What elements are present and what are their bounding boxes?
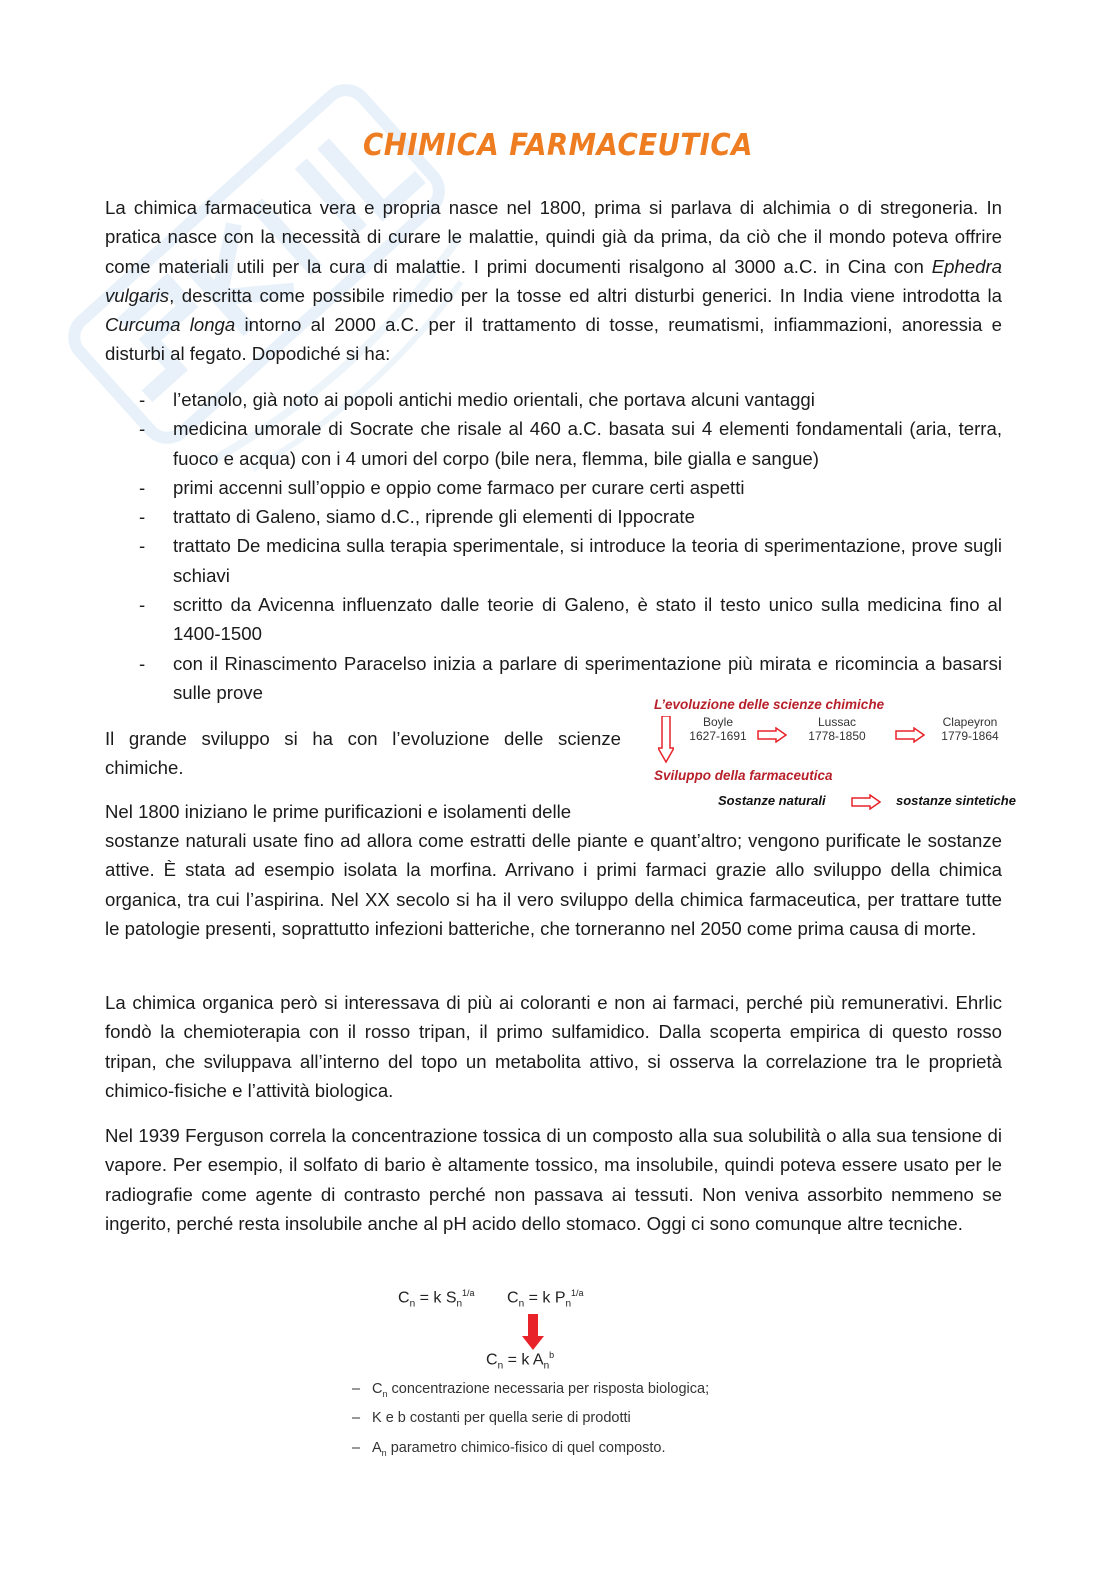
right-arrow-icon bbox=[757, 727, 787, 743]
list-item: - medicina umorale di Socrate che risale al 460 a.C. basata sui 4 elementi fondamentali (aria, terra, fuoco e acqua) con i 4 umori del corpo (bile nera, flemma, bile gialla e sangue) bbox=[139, 418, 1002, 469]
down-arrow-icon bbox=[658, 716, 674, 764]
natural-substances-label: Sostanze naturali bbox=[718, 793, 826, 808]
ephedra-italic: Ephedra vulgaris bbox=[105, 255, 1002, 306]
ferguson-paragraph: Nel 1939 Ferguson correla la concentrazione tossica di un composto alla sua solubilità o alla sua tensione di vapore. Per esempio, il solfato di bario è altamente tossico, ma insolubile, quindi poteva essere usato per le radiografie come agente di contrasto perché non passava ai tessuti. Non veniva assorbito nemmeno se ingerito, perché resta insolubile anche al pH acido dello stomaco. Oggi ci sono comunque altre tecniche. bbox=[105, 1125, 1002, 1234]
formula-general: $C_n = k$ $A_n^b$ bbox=[486, 1350, 555, 1372]
list-item: - scritto da Avicenna influenzato dalle teorie di Galeno, è stato il testo unico sulla medicina fino al 1400-1500 bbox=[139, 594, 1002, 645]
evolution-title: L’evoluzione delle scienze chimiche bbox=[654, 697, 885, 712]
sviluppo-paragraph: Il grande sviluppo si ha con l’evoluzione delle scienze chimiche. bbox=[105, 728, 621, 779]
p1800-first-line: Nel 1800 iniziano le prime purificazioni e isolamenti delle bbox=[105, 801, 572, 822]
right-arrow-icon bbox=[895, 727, 925, 743]
list-item: - trattato di Galeno, siamo d.C., riprende gli elementi di Ippocrate bbox=[139, 506, 695, 528]
down-arrow-icon bbox=[522, 1314, 544, 1350]
organica-paragraph: La chimica organica però si interessava di più ai coloranti e non ai farmaci, perché più remunerativi. Ehrlic fondò la chemioterapia con il rosso tripan, il primo sulfamidico. Dalla scoperta empirica di questo rosso tripan, che sviluppava all’interno del topo un metabolita attivo, si osserva la correlazione tra le proprietà chimico-fisiche e l’attività biologica. bbox=[105, 992, 1002, 1101]
formula-solubility: $C_n = k$ $S_n^{1/a}$ bbox=[398, 1288, 475, 1310]
formula-pressure: $C_n = k$ $P_n^{1/a}$ bbox=[507, 1288, 584, 1310]
legend-an: – $A_n$ parametro chimico-fisico di quel composto. bbox=[352, 1440, 666, 1458]
list-item: - primi accenni sull’oppio e oppio come farmaco per curare certi aspetti bbox=[139, 476, 745, 498]
right-arrow-icon bbox=[851, 794, 881, 810]
intro-text-1: La chimica farmaceutica vera e propria nasce nel 1800, prima si parlava di alchimia o di stregoneria. In pratica nasce con la necessità di curare le malattie, quindi già da prima, da ciò che il mondo poteva offrire come materiali utili per la cura di malattie. I primi documenti risalgono al 3000 a.C. in Cina con bbox=[105, 197, 1002, 277]
intro-text-2: , descritta come possibile rimedio per la tosse ed altri disturbi generici. In India viene introdotta la bbox=[169, 284, 1002, 306]
scientist-lussac: Lussac 1778-1850 bbox=[808, 715, 866, 743]
curcuma-italic: Curcuma longa bbox=[105, 314, 236, 336]
list-item: - trattato De medicina sulla terapia sperimentale, si introduce la teoria di sperimentazione, prove sugli schiavi bbox=[139, 535, 1002, 586]
document-title: CHIMICA FARMACEUTICA bbox=[363, 128, 753, 163]
list-item: - l’etanolo, già noto ai popoli antichi medio orientali, che portava alcuni vantaggi bbox=[139, 389, 815, 410]
p1800-paragraph: sostanze naturali usate fino ad allora come estratti delle piante e quant’altro; vengono purificate le sostanze attive. È stata ad esempio isolata la morfina. Arrivano i primi farmaci grazie allo sviluppo della chimica organica, tra cui l’aspirina. Nel XX secolo si ha il vero sviluppo della chimica farmaceutica, per trattare tutte le patologie presenti, soprattutto infezioni batteriche, che torneranno nel 2050 come prima causa di morte. bbox=[105, 830, 1002, 939]
scientist-boyle: Boyle 1627-1691 bbox=[689, 715, 747, 743]
legend-kb: – K e b costanti per quella serie di prodotti bbox=[352, 1410, 631, 1426]
legend-cn: – $C_n$ concentrazione necessaria per risposta biologica; bbox=[352, 1381, 710, 1399]
intro-paragraph bbox=[105, 193, 1002, 369]
synthetic-substances-label: sostanze sintetiche bbox=[896, 793, 1016, 808]
development-title: Sviluppo della farmaceutica bbox=[654, 768, 833, 783]
history-list bbox=[105, 385, 1002, 707]
list-item: - con il Rinascimento Paracelso inizia a parlare di sperimentazione più mirata e ricomincia a basarsi sulle prove bbox=[139, 652, 1002, 703]
intro-text-3: intorno al 2000 a.C. per il trattamento di tosse, reumatismi, infiammazioni, anoressia e disturbi al fegato. Dopodiché si ha: bbox=[105, 314, 1002, 365]
scientist-clapeyron: Clapeyron 1779-1864 bbox=[941, 715, 999, 743]
